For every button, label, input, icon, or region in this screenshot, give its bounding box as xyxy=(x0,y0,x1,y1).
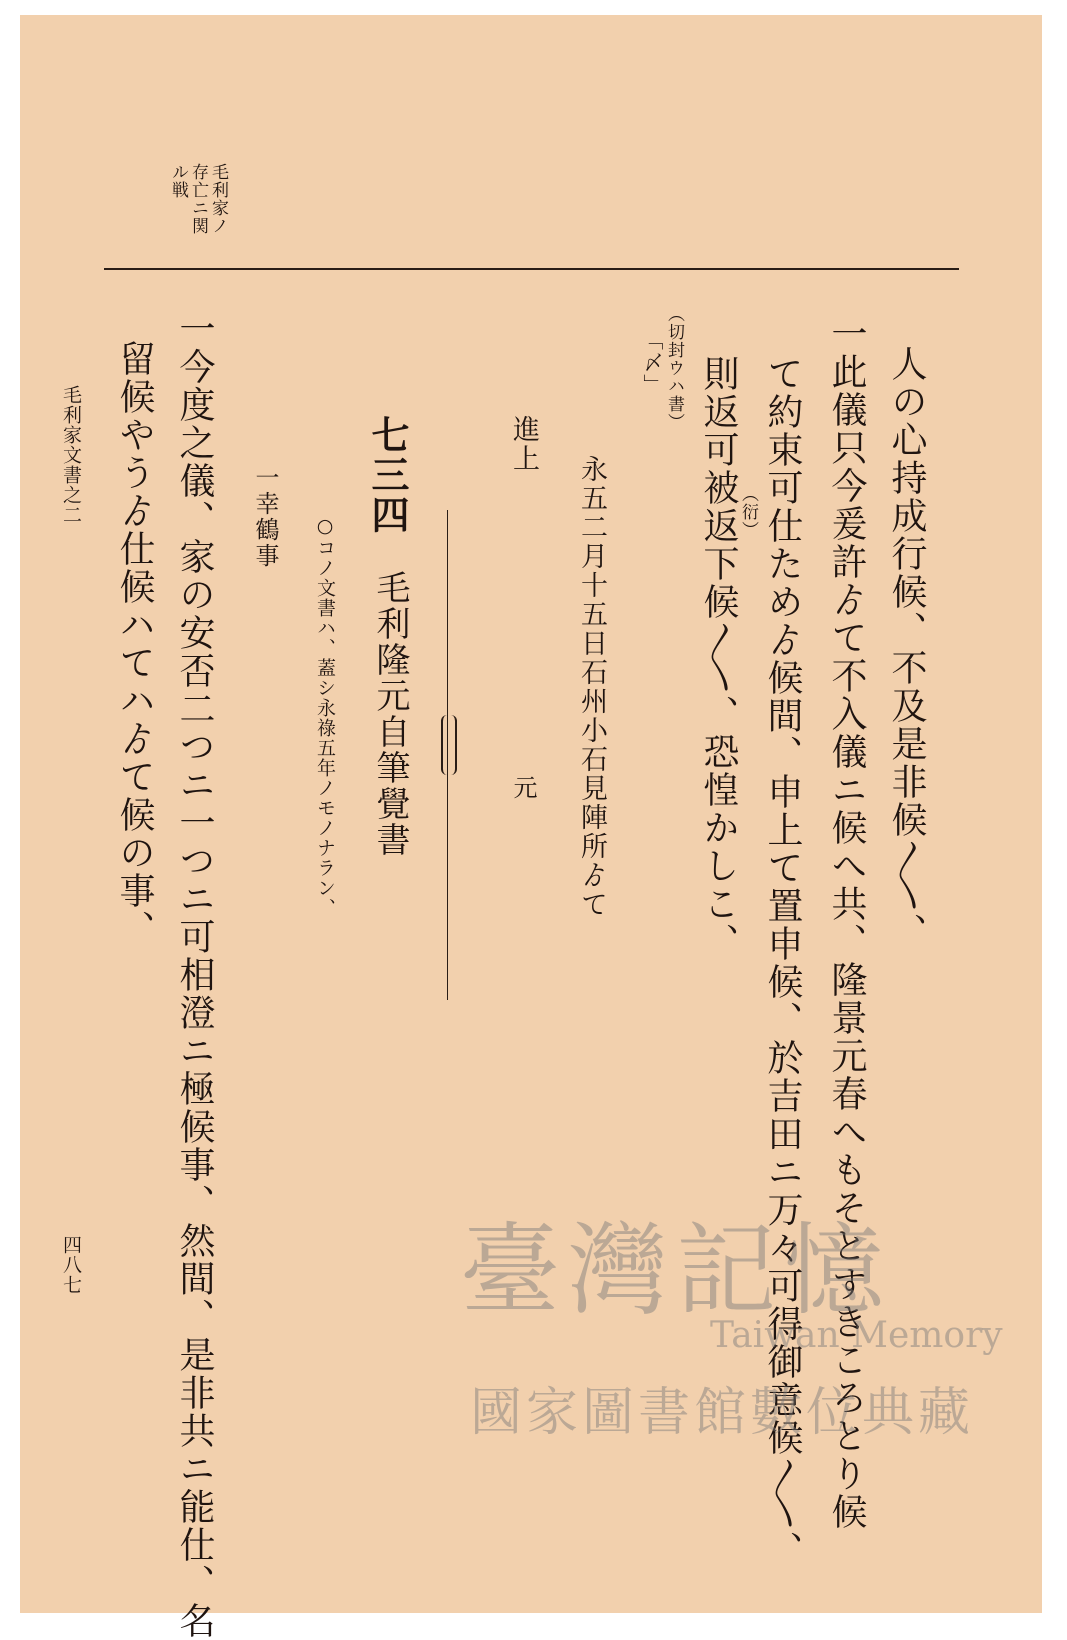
kirifu-note: （切封ウハ書） xyxy=(664,305,684,431)
item-2: 一今度之儀、家の安否二つニ一つニ可相澄ニ極候事、然間、是非共ニ能仕、名 xyxy=(174,310,215,1640)
kirifu-mark: 「〆」 xyxy=(640,330,664,396)
date-line: 永五二月十五日石州小石見陣所ゟて xyxy=(576,455,607,919)
document-note: ○コノ文書ハ、蓋シ永祿五年ノモノナラン、 xyxy=(314,515,336,918)
item-3: 留候やうゟ仕候ハてハゟて候の事、 xyxy=(114,340,155,948)
watermark-institution: 國家圖書館數位典藏 xyxy=(470,1383,975,1443)
header-note-col2: 存亡ニ関 xyxy=(188,163,208,235)
document-number: 七三四 xyxy=(365,415,410,535)
sender: 元 xyxy=(509,775,537,801)
ornament-knot xyxy=(441,715,457,775)
item-1: 一幸鶴事 xyxy=(251,465,279,569)
watermark-logo-text: 臺灣記憶 xyxy=(460,1212,892,1329)
header-note-col3: ル戦 xyxy=(168,163,188,199)
annotation-en: （衍） xyxy=(738,485,758,539)
text-line-2: 一此儀只今爰許ゟて不入儀ニ候へ共、隆景元春へもそとすきころとり候 xyxy=(826,315,867,1531)
page-number: 四八七 xyxy=(60,1235,82,1295)
document-page xyxy=(20,15,1042,1640)
book-title: 毛利家文書之二 xyxy=(60,385,82,525)
top-rule xyxy=(104,268,959,270)
document-title: 毛利隆元自筆覺書 xyxy=(370,570,410,858)
watermark-english: Taiwan Memory xyxy=(710,1315,1003,1356)
addressee: 進上 xyxy=(508,415,539,473)
header-note-col1: 毛利家ノ xyxy=(208,163,228,235)
text-line-4: 則返可被返下候〳〵、恐惶かしこ、 xyxy=(698,355,739,961)
text-line-3: て約束可仕ためゟ候間、申上て置申候、於吉田ニ万々可得御意候〳〵、 xyxy=(762,355,803,1569)
text-line-1: 人の心持成行候、不及是非候〳〵、 xyxy=(886,345,927,951)
